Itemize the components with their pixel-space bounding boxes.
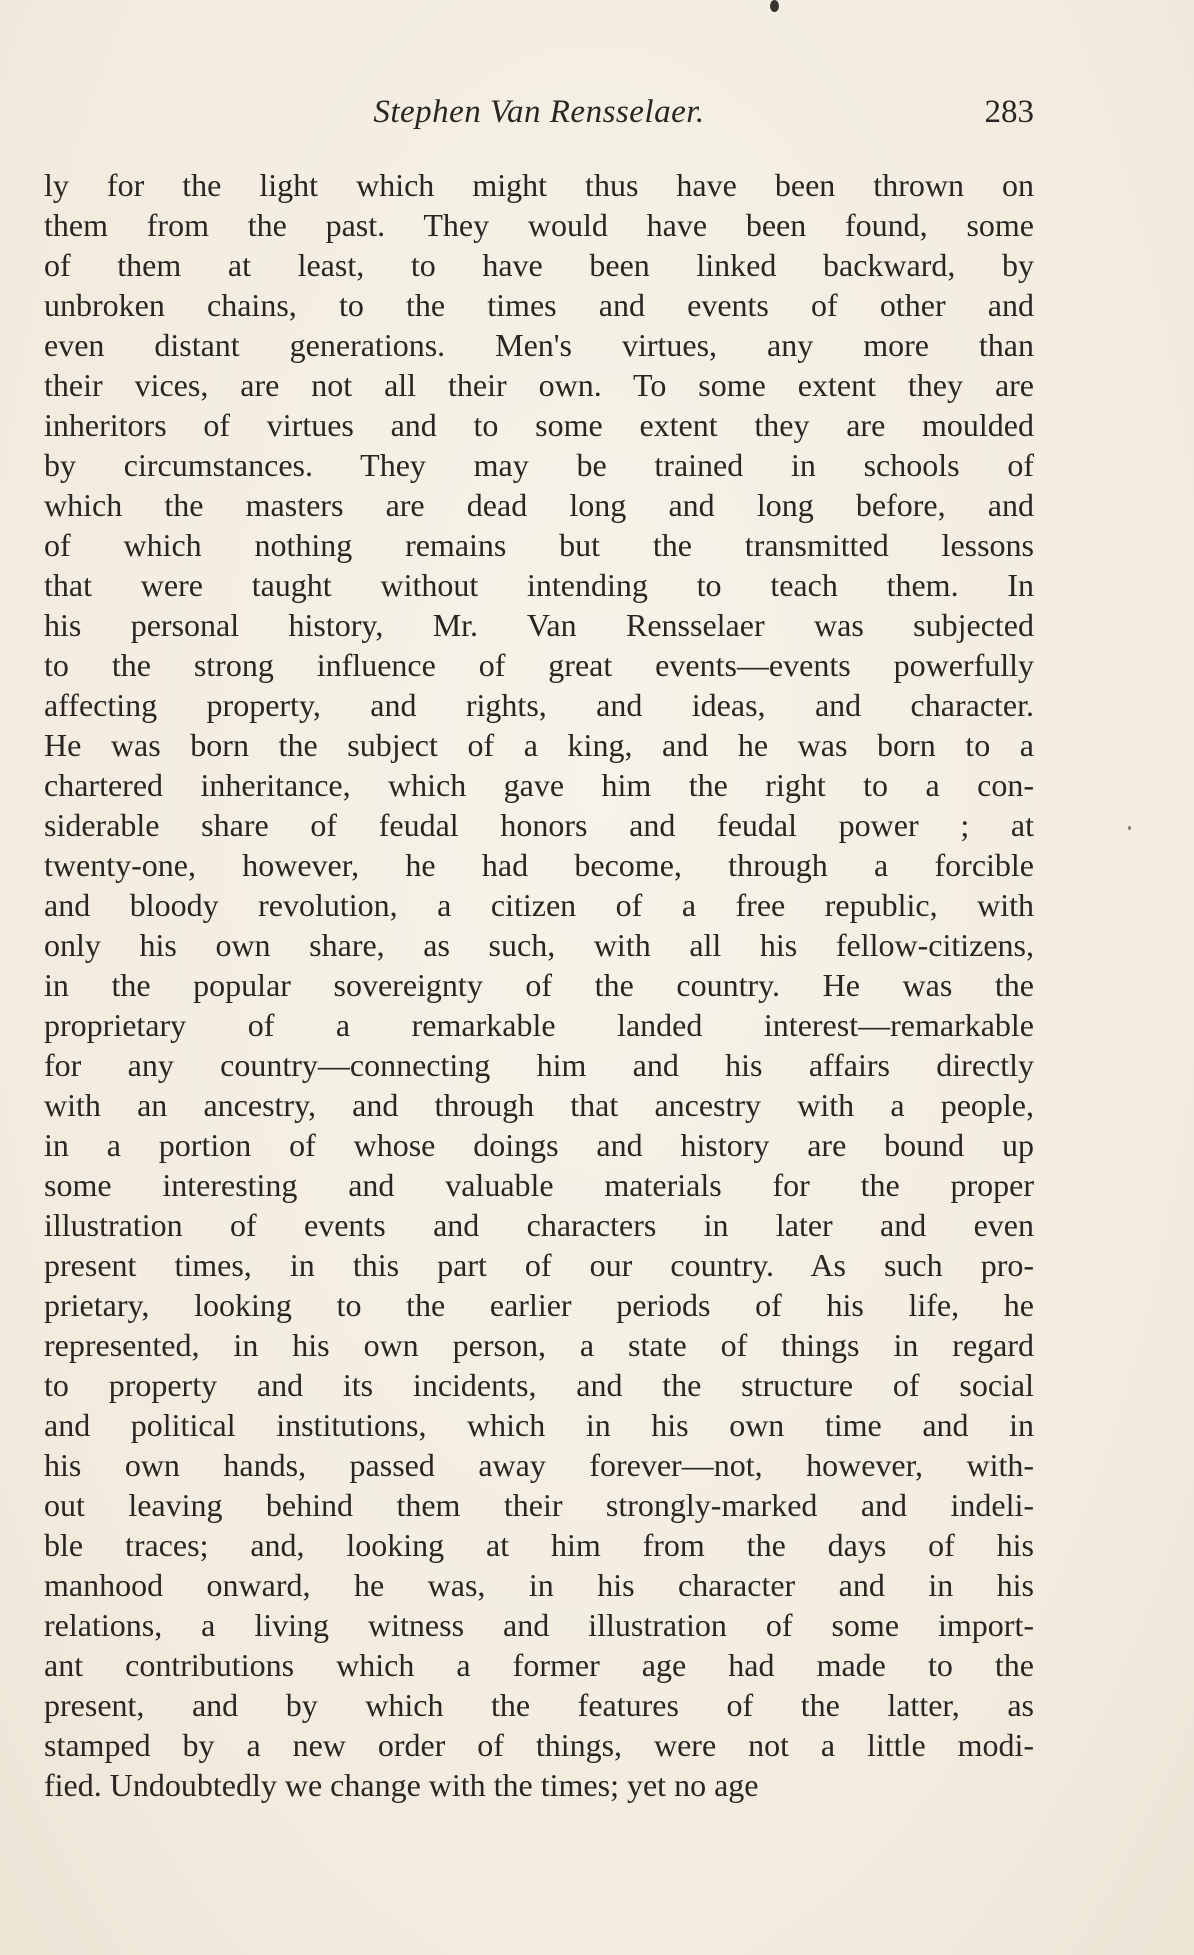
text-line: and political institutions, which in his own time and in (44, 1407, 1034, 1443)
text-line: ble traces; and, looking at him from the days of his (44, 1527, 1034, 1563)
text-line: for any country—connecting him and his affairs directly (44, 1047, 1034, 1083)
text-line: present times, in this part of our country. As such pro- (44, 1247, 1034, 1283)
text-line: siderable share of feudal honors and feudal power ; at (44, 807, 1034, 843)
text-line: proprietary of a remarkable landed interest—remarkable (44, 1007, 1034, 1043)
text-line: chartered inheritance, which gave him the right to a con- (44, 767, 1034, 803)
text-line: prietary, looking to the earlier periods of his life, he (44, 1287, 1034, 1323)
text-line: relations, a living witness and illustration of some import- (44, 1607, 1034, 1643)
text-line: some interesting and valuable materials for the proper (44, 1167, 1034, 1203)
text-line: them from the past. They would have been found, some (44, 207, 1034, 243)
text-line: present, and by which the features of the latter, as (44, 1687, 1034, 1723)
text-line: their vices, are not all their own. To some extent they are (44, 367, 1034, 403)
text-line: in a portion of whose doings and history are bound up (44, 1127, 1034, 1163)
running-title: Stephen Van Rensselaer. (373, 94, 705, 130)
text-line: with an ancestry, and through that ancestry with a people, (44, 1087, 1034, 1123)
text-line: of which nothing remains but the transmitted lessons (44, 527, 1034, 563)
text-line: to the strong influence of great events—events powerfully (44, 647, 1034, 683)
text-line: that were taught without intending to teach them. In (44, 567, 1034, 603)
text-line: inheritors of virtues and to some extent they are moulded (44, 407, 1034, 443)
text-line: twenty-one, however, he had become, through a forcible (44, 847, 1034, 883)
text-line: manhood onward, he was, in his character and in his (44, 1567, 1034, 1603)
text-line: He was born the subject of a king, and he was born to a (44, 727, 1034, 763)
text-line: ly for the light which might thus have been thrown on (44, 167, 1034, 203)
text-line: unbroken chains, to the times and events of other and (44, 287, 1034, 323)
text-line: by circumstances. They may be trained in schools of (44, 447, 1034, 483)
text-line: out leaving behind them their strongly-marked and indeli- (44, 1487, 1034, 1523)
text-line: stamped by a new order of things, were not a little modi- (44, 1727, 1034, 1763)
text-line: affecting property, and rights, and ideas, and character. (44, 687, 1034, 723)
text-line: only his own share, as such, with all his fellow-citizens, (44, 927, 1034, 963)
text-line: which the masters are dead long and long before, and (44, 487, 1034, 523)
text-line: even distant generations. Men's virtues, any more than (44, 327, 1034, 363)
text-line: to property and its incidents, and the structure of social (44, 1367, 1034, 1403)
running-header (44, 90, 1034, 140)
text-line: his own hands, passed away forever—not, however, with- (44, 1447, 1034, 1483)
body-text (44, 165, 1034, 1805)
ink-speck-top (770, 0, 779, 12)
text-line: of them at least, to have been linked backward, by (44, 247, 1034, 283)
text-line: illustration of events and characters in later and even (44, 1207, 1034, 1243)
text-line: ant contributions which a former age had made to the (44, 1647, 1034, 1683)
text-line: represented, in his own person, a state of things in regard (44, 1327, 1034, 1363)
ink-speck-margin (1128, 826, 1131, 830)
text-line: his personal history, Mr. Van Rensselaer was subjected (44, 607, 1034, 643)
text-line: and bloody revolution, a citizen of a free republic, with (44, 887, 1034, 923)
text-line: in the popular sovereignty of the country. He was the (44, 967, 1034, 1003)
page-number: 283 (984, 94, 1034, 130)
text-line: fied. Undoubtedly we change with the times; yet no age (44, 1767, 759, 1803)
